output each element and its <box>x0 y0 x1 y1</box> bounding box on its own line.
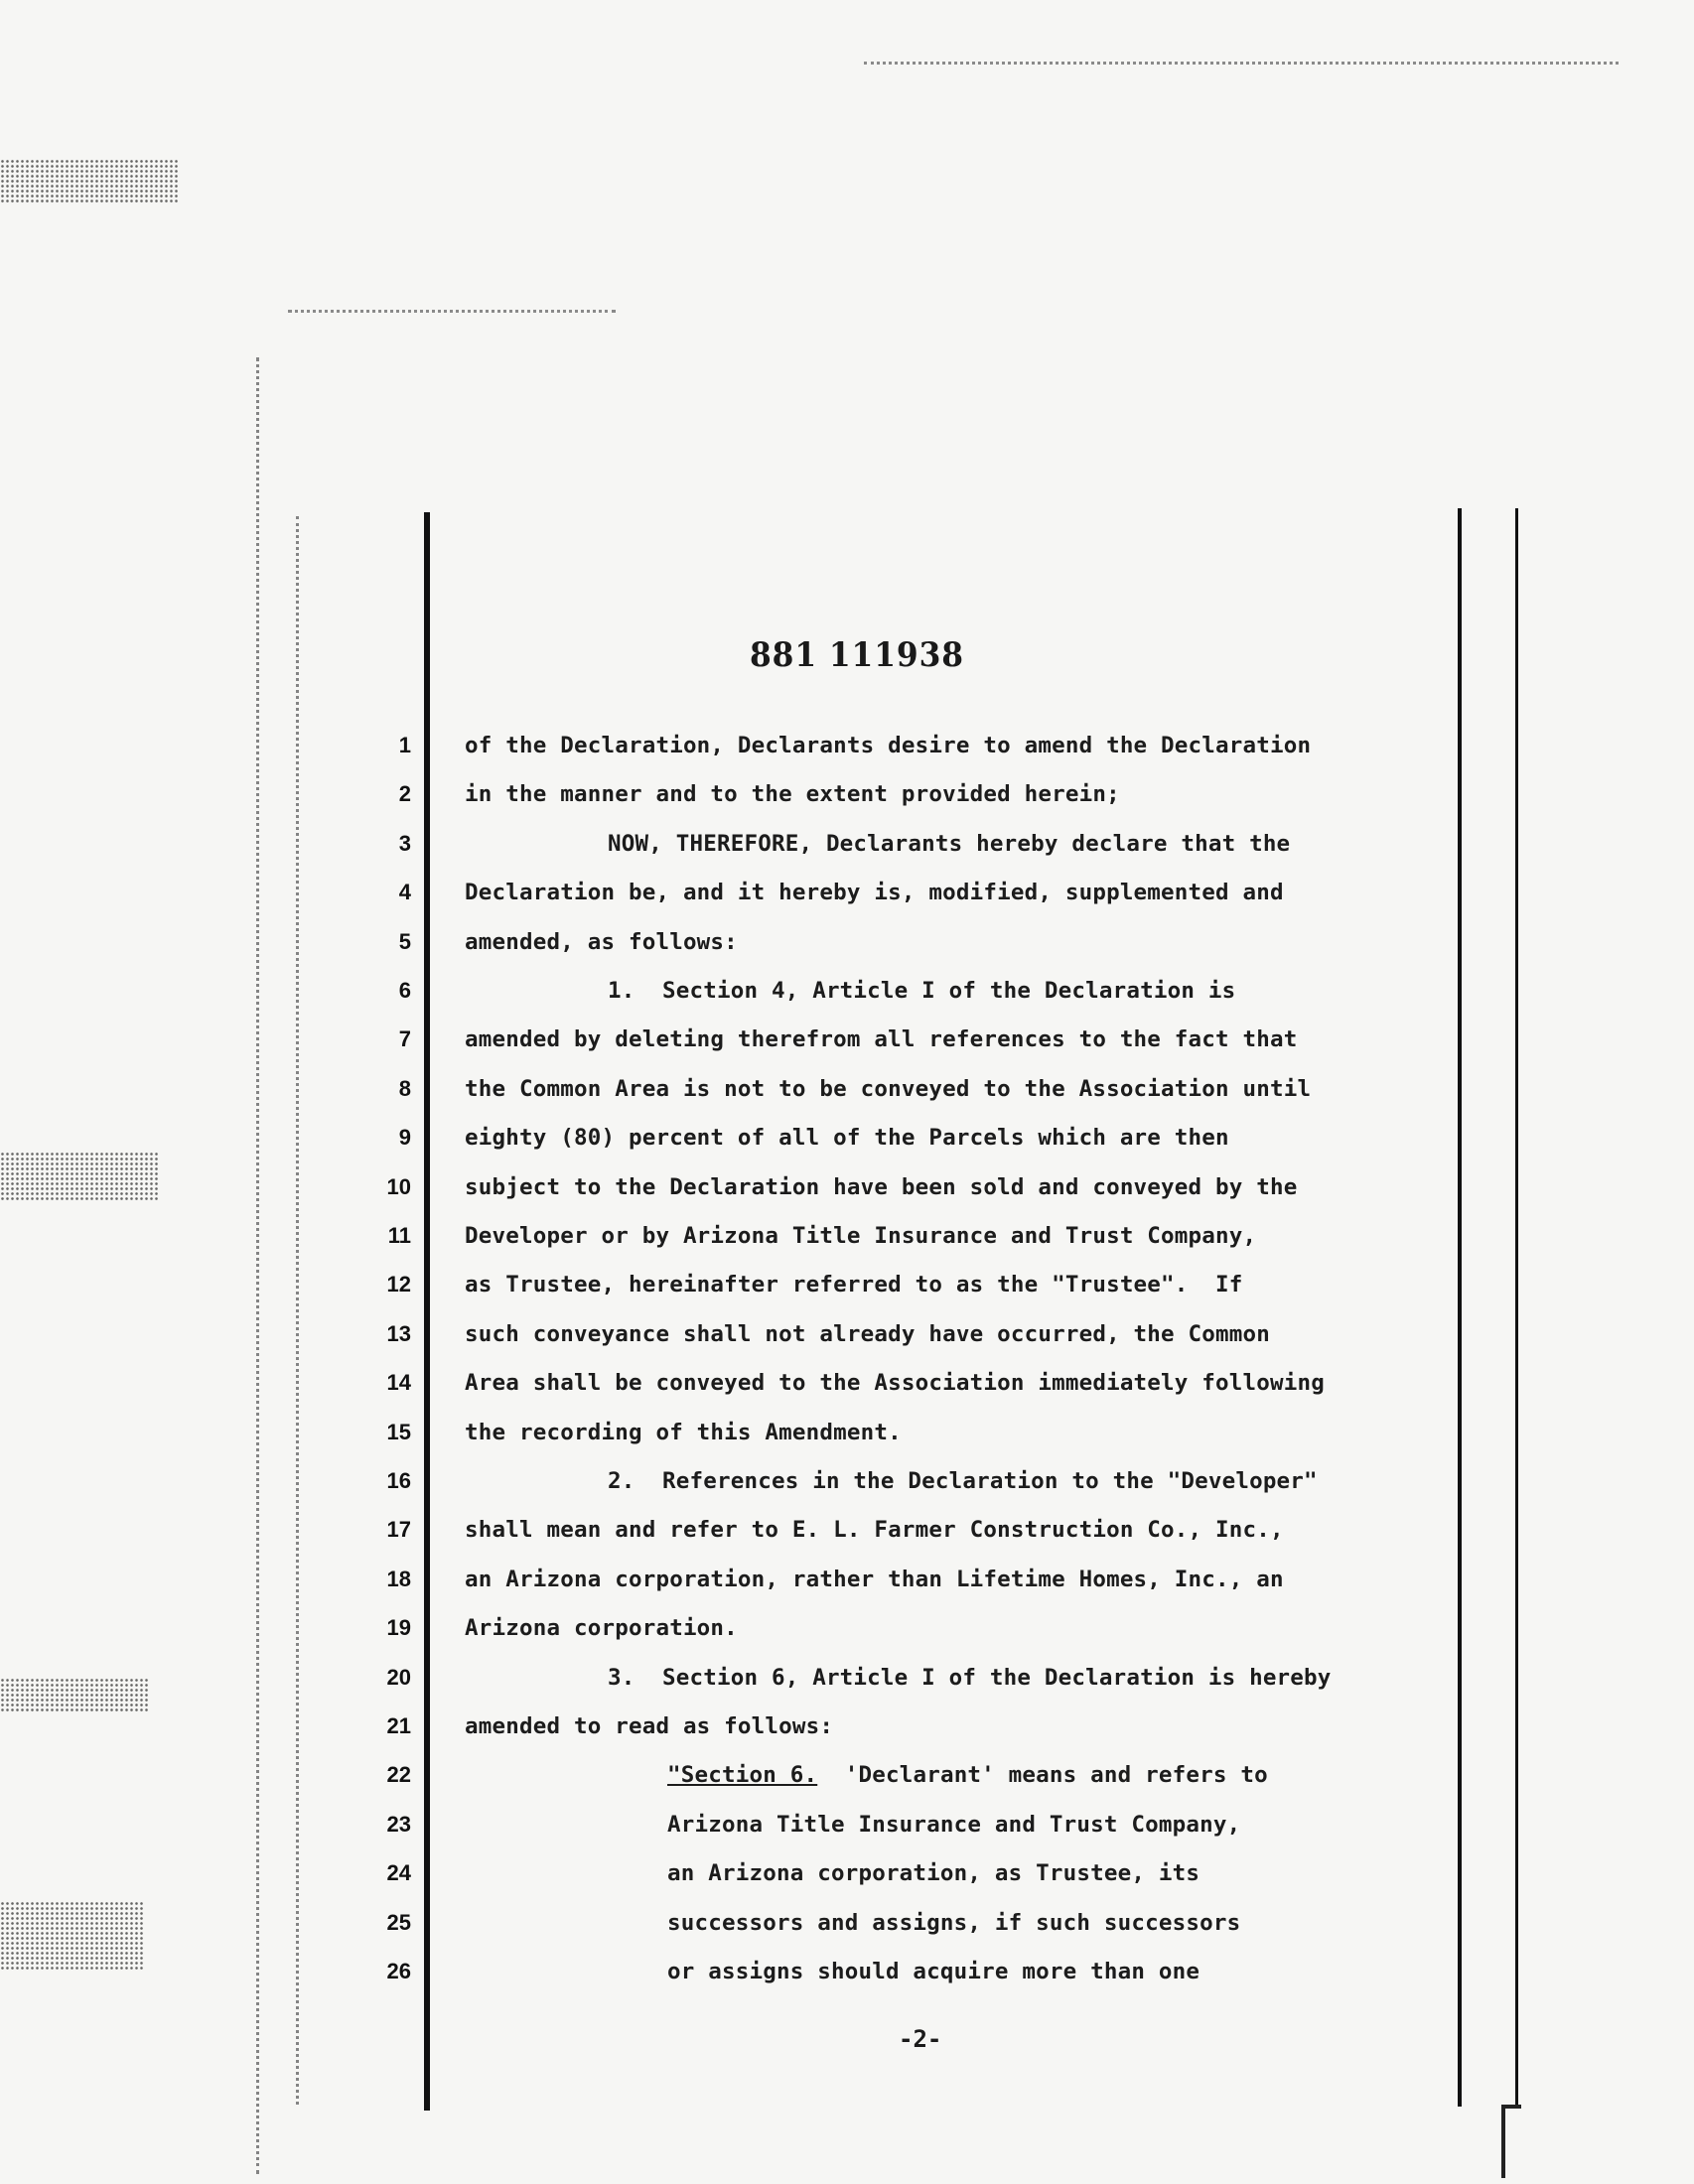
line-number: 10 <box>386 1174 411 1199</box>
line-text: of the Declaration, Declarants desire to amend the Declaration <box>465 733 1312 758</box>
text-line <box>0 1076 1489 1122</box>
line-number: 11 <box>387 1223 411 1248</box>
text-line <box>0 1321 1489 1367</box>
text-line <box>0 1910 1489 1956</box>
line-number: 3 <box>398 831 411 856</box>
text-line <box>0 1860 1489 1906</box>
text-line <box>0 1026 1489 1072</box>
line-text: Declaration be, and it hereby is, modified, supplemented and <box>465 880 1284 905</box>
line-number: 20 <box>386 1665 411 1690</box>
corner-bracket <box>1501 2105 1521 2178</box>
line-number: 16 <box>386 1468 411 1493</box>
line-text: Arizona corporation. <box>465 1615 738 1641</box>
line-number: 7 <box>398 1026 411 1051</box>
text-line <box>0 733 1489 778</box>
line-text: in the manner and to the extent provided herein; <box>465 781 1120 807</box>
line-number: 23 <box>386 1812 411 1837</box>
line-text: successors and assigns, if such successors <box>667 1910 1241 1936</box>
line-text: or assigns should acquire more than one <box>667 1959 1200 1984</box>
text-line <box>0 781 1489 827</box>
text-line <box>0 978 1489 1024</box>
scan-noise-top-left <box>0 159 179 205</box>
text-line <box>0 1762 1489 1808</box>
line-number: 22 <box>386 1762 411 1787</box>
line-text: Arizona Title Insurance and Trust Company, <box>667 1812 1241 1838</box>
line-text: 2. References in the Declaration to the "Developer" <box>608 1468 1318 1494</box>
page-number: -2- <box>899 2025 942 2053</box>
text-line <box>0 831 1489 877</box>
line-text: shall mean and refer to E. L. Farmer Construction Co., Inc., <box>465 1517 1284 1543</box>
text-line <box>0 1517 1489 1563</box>
text-line <box>0 1125 1489 1170</box>
line-text: amended to read as follows: <box>465 1713 834 1739</box>
scan-speck-top <box>864 62 1619 68</box>
text-line <box>0 1468 1489 1514</box>
line-text: amended by deleting therefrom all references to the fact that <box>465 1026 1298 1052</box>
line-text: Area shall be conveyed to the Association immediately following <box>465 1370 1326 1396</box>
line-number: 6 <box>398 978 411 1003</box>
text-line <box>0 1665 1489 1710</box>
right-margin-rule-outer <box>1515 508 1518 2107</box>
line-text: an Arizona corporation, rather than Lifetime Homes, Inc., an <box>465 1567 1284 1592</box>
line-text-rest: 'Declarant' means and refers to <box>844 1762 1268 1788</box>
line-text: Developer or by Arizona Title Insurance and Trust Company, <box>465 1223 1257 1249</box>
line-number: 17 <box>386 1517 411 1542</box>
line-number: 4 <box>398 880 411 904</box>
text-line <box>0 1223 1489 1269</box>
line-number: 25 <box>386 1910 411 1935</box>
line-text: subject to the Declaration have been sold and conveyed by the <box>465 1174 1298 1200</box>
line-number: 2 <box>398 781 411 806</box>
text-line <box>0 1567 1489 1612</box>
line-number: 19 <box>386 1615 411 1640</box>
line-number: 5 <box>398 929 411 954</box>
section-heading: "Section 6. <box>667 1762 818 1788</box>
line-number: 12 <box>386 1272 411 1297</box>
text-line <box>0 1713 1489 1759</box>
text-line <box>0 1420 1489 1465</box>
line-number: 13 <box>386 1321 411 1346</box>
line-number: 9 <box>398 1125 411 1150</box>
line-number: 14 <box>386 1370 411 1395</box>
line-text: the recording of this Amendment. <box>465 1420 902 1445</box>
line-text: eighty (80) percent of all of the Parcels which are then <box>465 1125 1229 1151</box>
text-line <box>0 1959 1489 2004</box>
line-text: the Common Area is not to be conveyed to the Association until <box>465 1076 1312 1102</box>
line-text: NOW, THEREFORE, Declarants hereby declare that the <box>608 831 1291 857</box>
text-line <box>0 1615 1489 1661</box>
line-text: an Arizona corporation, as Trustee, its <box>667 1860 1200 1886</box>
text-line <box>0 1370 1489 1416</box>
line-text: 1. Section 4, Article I of the Declaration is <box>608 978 1236 1004</box>
scan-speck-upper <box>288 310 616 317</box>
line-number: 24 <box>386 1860 411 1885</box>
line-number: 21 <box>386 1713 411 1738</box>
text-line <box>0 929 1489 975</box>
text-line <box>0 880 1489 925</box>
line-text <box>667 1762 1268 1788</box>
line-number: 26 <box>386 1959 411 1983</box>
text-line <box>0 1272 1489 1317</box>
line-number: 1 <box>398 733 411 757</box>
line-text: 3. Section 6, Article I of the Declaration is hereby <box>608 1665 1332 1691</box>
text-line <box>0 1812 1489 1857</box>
line-number: 18 <box>386 1567 411 1591</box>
line-number: 8 <box>398 1076 411 1101</box>
line-text: as Trustee, hereinafter referred to as the "Trustee". If <box>465 1272 1243 1297</box>
line-text: amended, as follows: <box>465 929 738 955</box>
line-text: such conveyance shall not already have occurred, the Common <box>465 1321 1271 1347</box>
text-line <box>0 1174 1489 1220</box>
recording-number: 881 111938 <box>750 635 964 675</box>
line-number: 15 <box>386 1420 411 1444</box>
